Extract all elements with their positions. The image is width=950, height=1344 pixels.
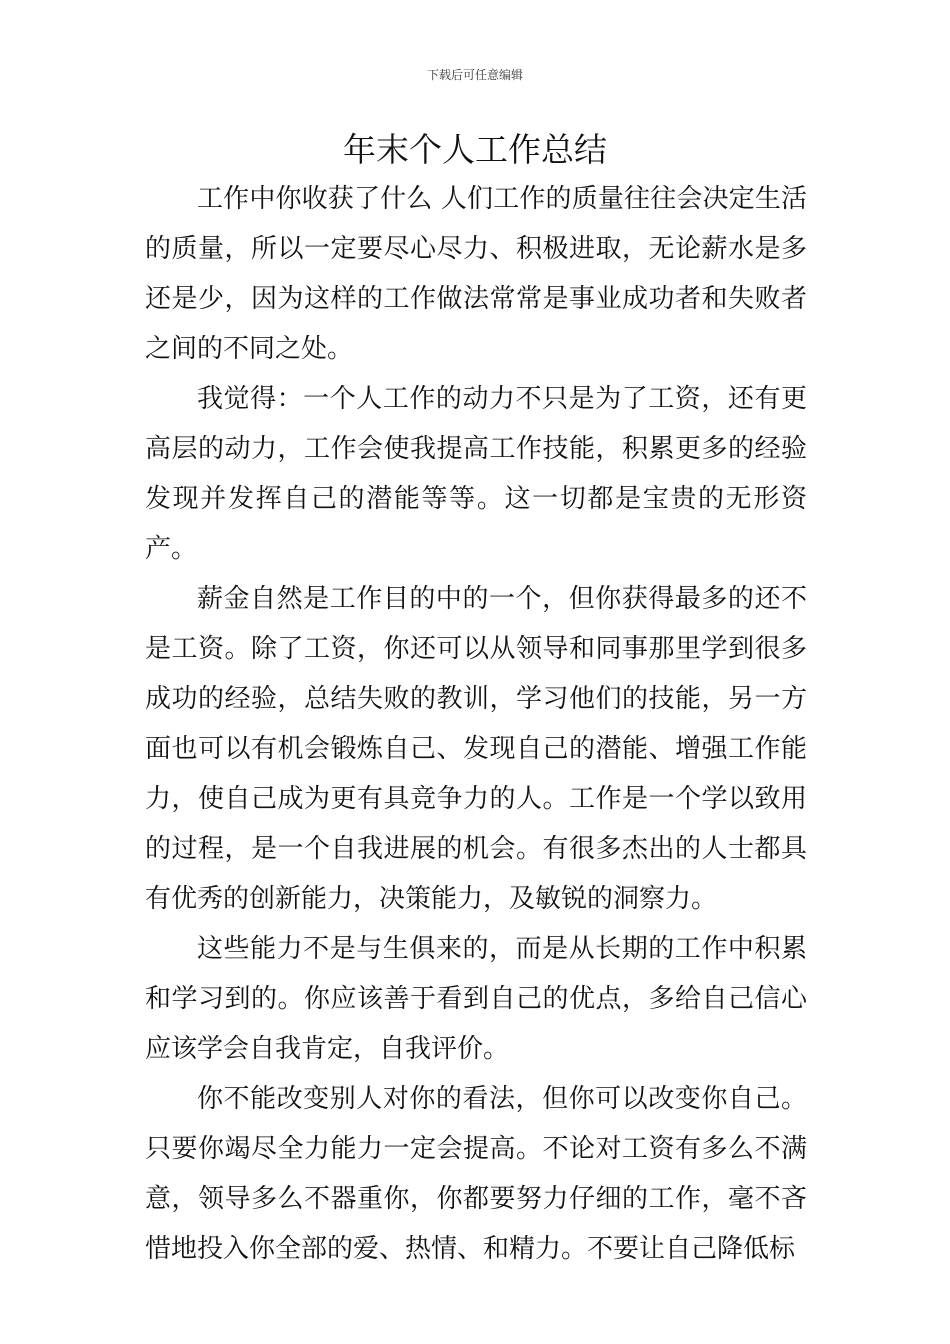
paragraph-1: 工作中你收获了什么 人们工作的质量往往会决定生活的质量，所以一定要尽心尽力、积极进取，无论薪水是多还是少，因为这样的工作做法常常是事业成功者和失败者之间的不同之处。 (145, 184, 807, 364)
header-note: 下载后可任意编辑 (426, 68, 523, 82)
paragraph-5: 你不能改变别人对你的看法，但你可以改变你自己。只要你竭尽全力能力一定会提高。不论对工资有多么不满意，领导多么不器重你，你都要努力仔细的工作，毫不吝惜地投入你全部的爱、热情、和精力。不要让自己降低标 (145, 1084, 807, 1264)
paragraph-2: 我觉得：一个人工作的动力不只是为了工资，还有更高层的动力，工作会使我提高工作技能，积累更多的经验发现并发挥自己的潜能等等。这一切都是宝贵的无形资产。 (145, 384, 807, 564)
document-body (145, 174, 807, 1274)
document-title: 年末个人工作总结 (343, 130, 607, 169)
paragraph-3: 薪金自然是工作目的中的一个，但你获得最多的还不是工资。除了工资，你还可以从领导和同事那里学到很多成功的经验，总结失败的教训，学习他们的技能，另一方面也可以有机会锻炼自己、发现自己的潜能、增强工作能力，使自己成为更有具竞争力的人。工作是一个学以致用的过程，是一个自我进展的机会。有很多杰出的人士都具有优秀的创新能力，决策能力，及敏锐的洞察力。 (145, 584, 807, 914)
paragraph-4: 这些能力不是与生俱来的，而是从长期的工作中积累和学习到的。你应该善于看到自己的优点，多给自己信心应该学会自我肯定，自我评价。 (145, 934, 807, 1064)
